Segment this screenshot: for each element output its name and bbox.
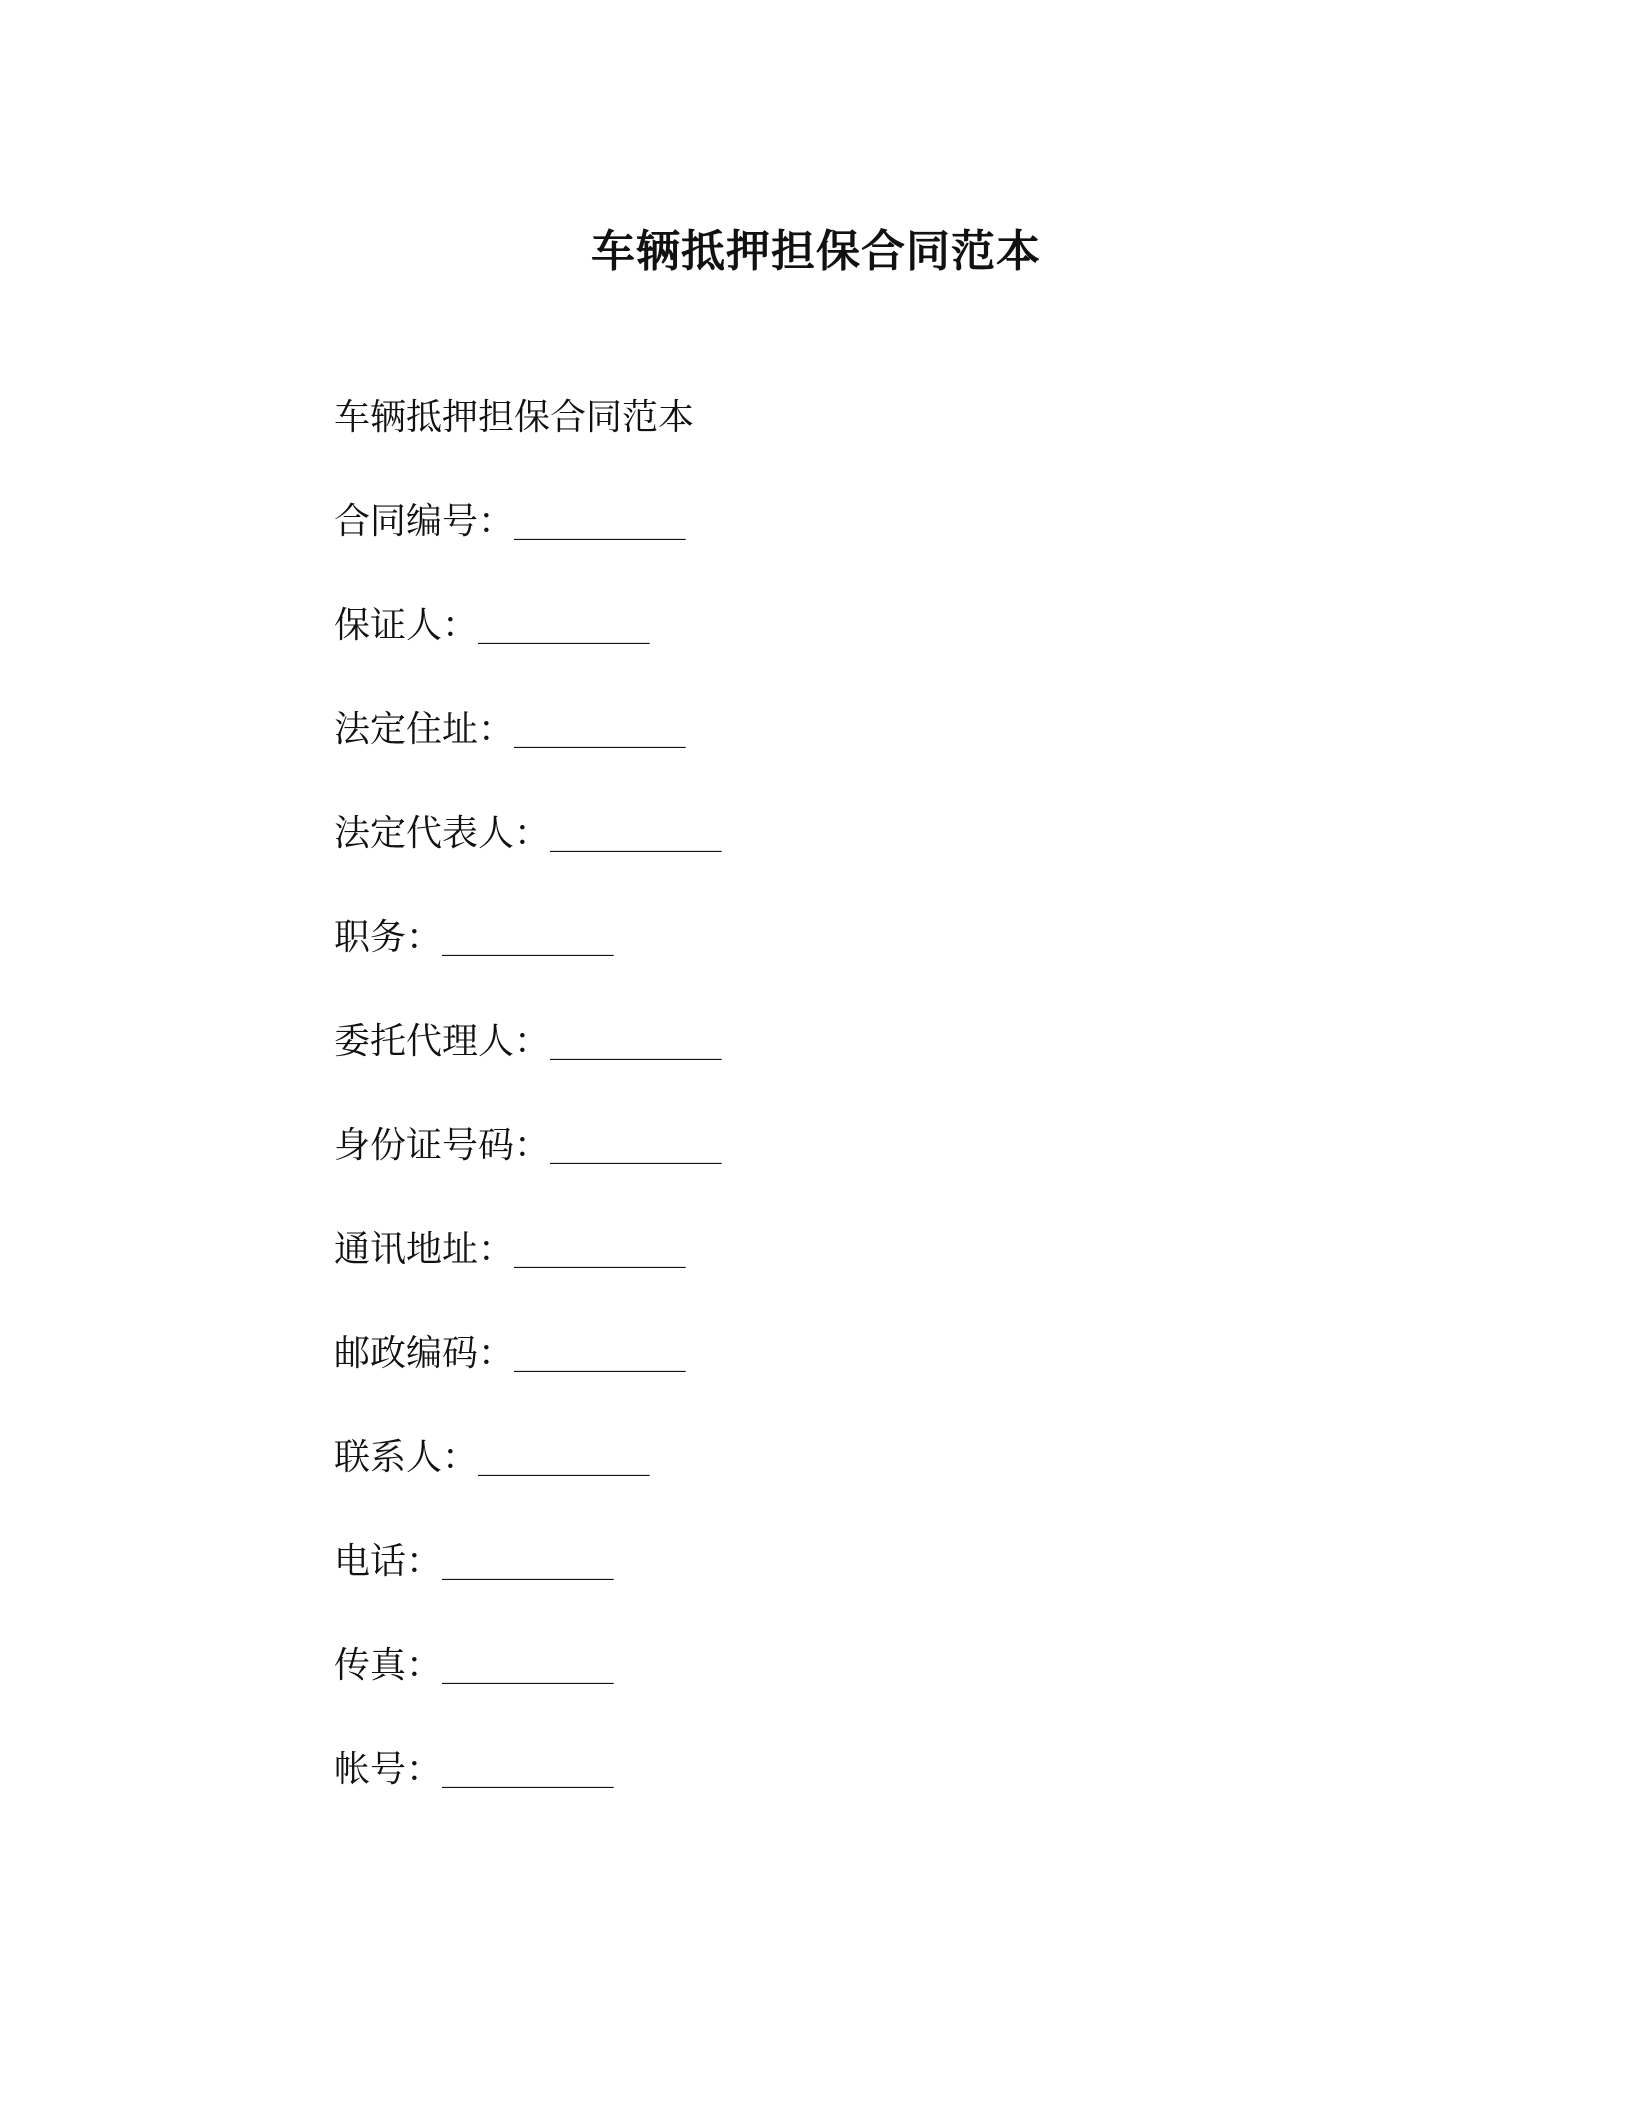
document-body xyxy=(334,392,1334,1848)
field-blank: __________ xyxy=(442,1754,613,1789)
field-phone xyxy=(334,1536,1334,1588)
field-legal-address xyxy=(334,704,1334,756)
field-label: 联系人： xyxy=(334,1437,479,1478)
field-legal-representative xyxy=(334,808,1334,860)
field-blank: __________ xyxy=(442,922,613,957)
field-label: 法定代表人： xyxy=(334,813,551,854)
field-blank: __________ xyxy=(478,1442,649,1477)
field-postal-code xyxy=(334,1328,1334,1380)
field-blank: __________ xyxy=(514,714,685,749)
field-blank: __________ xyxy=(550,1026,721,1061)
field-guarantor xyxy=(334,600,1334,652)
field-blank: __________ xyxy=(442,1546,613,1581)
field-label: 保证人： xyxy=(334,605,479,646)
field-position xyxy=(334,912,1334,964)
field-authorized-agent xyxy=(334,1016,1334,1068)
document-title: 车辆抵押担保合同范本 xyxy=(591,226,1041,277)
field-fax xyxy=(334,1640,1334,1692)
field-label: 电话： xyxy=(334,1541,443,1582)
field-blank: __________ xyxy=(550,1130,721,1165)
field-label: 身份证号码： xyxy=(334,1125,551,1166)
field-label: 职务： xyxy=(334,917,443,958)
field-mailing-address xyxy=(334,1224,1334,1276)
field-blank: __________ xyxy=(514,506,685,541)
field-label: 传真： xyxy=(334,1645,443,1686)
field-blank: __________ xyxy=(550,818,721,853)
field-label: 合同编号： xyxy=(334,501,515,542)
document-subtitle: 车辆抵押担保合同范本 xyxy=(334,397,695,438)
field-label: 法定住址： xyxy=(334,709,515,750)
field-id-number xyxy=(334,1120,1334,1172)
field-account-number xyxy=(334,1744,1334,1796)
field-blank: __________ xyxy=(514,1338,685,1373)
field-blank: __________ xyxy=(478,610,649,645)
field-blank: __________ xyxy=(514,1234,685,1269)
field-contact-person xyxy=(334,1432,1334,1484)
field-label: 帐号： xyxy=(334,1749,443,1790)
field-blank: __________ xyxy=(442,1650,613,1685)
field-label: 委托代理人： xyxy=(334,1021,551,1062)
field-label: 邮政编码： xyxy=(334,1333,515,1374)
field-contract-number xyxy=(334,496,1334,548)
field-label: 通讯地址： xyxy=(334,1229,515,1270)
